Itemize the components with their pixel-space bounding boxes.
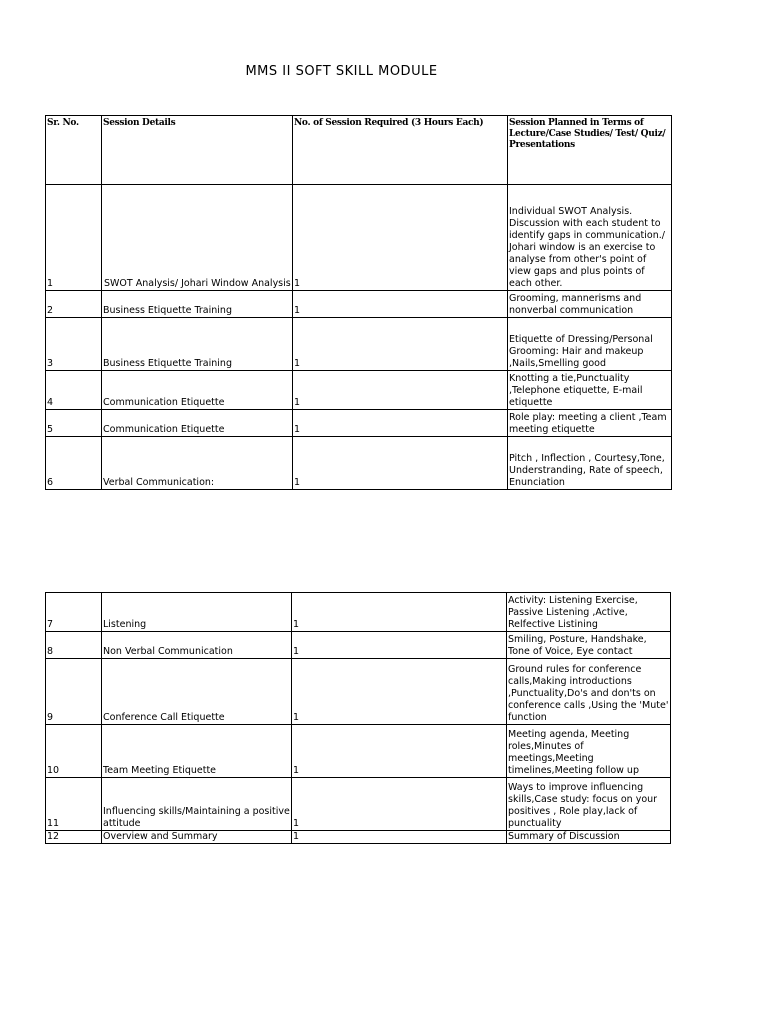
row-sessions: 1 <box>293 185 508 291</box>
table-row <box>46 410 672 437</box>
row-details: Influencing skills/Maintaining a positive attitude <box>102 778 292 831</box>
row-number: 2 <box>46 291 102 318</box>
table-row <box>46 318 672 371</box>
row-sessions: 1 <box>293 291 508 318</box>
row-planned: Activity: Listening Exercise, Passive Listening ,Active, Relfective Listining <box>507 593 671 632</box>
table-row <box>46 778 671 831</box>
row-number: 7 <box>46 593 102 632</box>
row-planned: Ways to improve influencing skills,Case study: focus on your positives , Role play,lack of punctuality <box>507 778 671 831</box>
header-sessions-required: No. of Session Required (3 Hours Each) <box>293 116 508 185</box>
row-planned: Summary of Discussion <box>507 831 671 844</box>
row-details: Communication Etiquette <box>102 410 293 437</box>
row-sessions: 1 <box>292 659 507 725</box>
table-row <box>46 371 672 410</box>
row-details: Conference Call Etiquette <box>102 659 292 725</box>
row-details: Overview and Summary <box>102 831 292 844</box>
row-number: 5 <box>46 410 102 437</box>
row-number: 1 <box>46 185 102 291</box>
row-planned: Meeting agenda, Meeting roles,Minutes of meetings,Meeting timelines,Meeting follow up <box>507 725 671 778</box>
header-sr-no: Sr. No. <box>46 116 102 185</box>
row-details: Communication Etiquette <box>102 371 293 410</box>
header-session-planned: Session Planned in Terms of Lecture/Case Studies/ Test/ Quiz/ Presentations <box>508 116 672 185</box>
table-row <box>46 185 672 291</box>
row-sessions: 1 <box>293 371 508 410</box>
row-sessions: 1 <box>292 831 507 844</box>
page-title: MMS II SOFT SKILL MODULE <box>245 64 438 79</box>
row-planned: Pitch , Inflection , Courtesy,Tone, Understranding, Rate of speech, Enunciation <box>508 437 672 490</box>
row-number: 12 <box>46 831 102 844</box>
row-planned: Etiquette of Dressing/Personal Grooming: Hair and makeup ,Nails,Smelling good <box>508 318 672 371</box>
table-row <box>46 659 671 725</box>
table-row <box>46 437 672 490</box>
row-sessions: 1 <box>293 410 508 437</box>
session-table-part-2 <box>45 592 671 844</box>
table-header-row <box>46 116 672 185</box>
row-details: Business Etiquette Training <box>102 318 293 371</box>
row-number: 10 <box>46 725 102 778</box>
row-sessions: 1 <box>293 437 508 490</box>
row-planned: Individual SWOT Analysis. Discussion with each student to identify gaps in communication./ Johari window is an exercise to analyse from other's point of view gaps and plus points of each other. <box>508 185 672 291</box>
row-details: Business Etiquette Training <box>102 291 293 318</box>
row-details: SWOT Analysis/ Johari Window Analysis <box>102 185 293 291</box>
table-row <box>46 291 672 318</box>
row-planned: Knotting a tie,Punctuality ,Telephone etiquette, E-mail etiquette <box>508 371 672 410</box>
row-details: Non Verbal Communication <box>102 632 292 659</box>
table-row <box>46 725 671 778</box>
row-details: Verbal Communication: <box>102 437 293 490</box>
row-number: 4 <box>46 371 102 410</box>
row-number: 3 <box>46 318 102 371</box>
row-number: 11 <box>46 778 102 831</box>
table-row <box>46 831 671 844</box>
row-number: 8 <box>46 632 102 659</box>
header-session-details: Session Details <box>102 116 293 185</box>
row-number: 9 <box>46 659 102 725</box>
row-number: 6 <box>46 437 102 490</box>
row-planned: Smiling, Posture, Handshake, Tone of Voice, Eye contact <box>507 632 671 659</box>
table-row <box>46 632 671 659</box>
table-row <box>46 593 671 632</box>
row-planned: Role play: meeting a client ,Team meeting etiquette <box>508 410 672 437</box>
row-sessions: 1 <box>292 632 507 659</box>
session-table-part-1 <box>45 115 672 490</box>
row-sessions: 1 <box>292 593 507 632</box>
row-sessions: 1 <box>293 318 508 371</box>
row-details: Team Meeting Etiquette <box>102 725 292 778</box>
row-details: Listening <box>102 593 292 632</box>
row-sessions: 1 <box>292 778 507 831</box>
row-planned: Grooming, mannerisms and nonverbal communication <box>508 291 672 318</box>
row-sessions: 1 <box>292 725 507 778</box>
row-planned: Ground rules for conference calls,Making introductions ,Punctuality,Do's and don'ts on conference calls ,Using the 'Mute' function <box>507 659 671 725</box>
